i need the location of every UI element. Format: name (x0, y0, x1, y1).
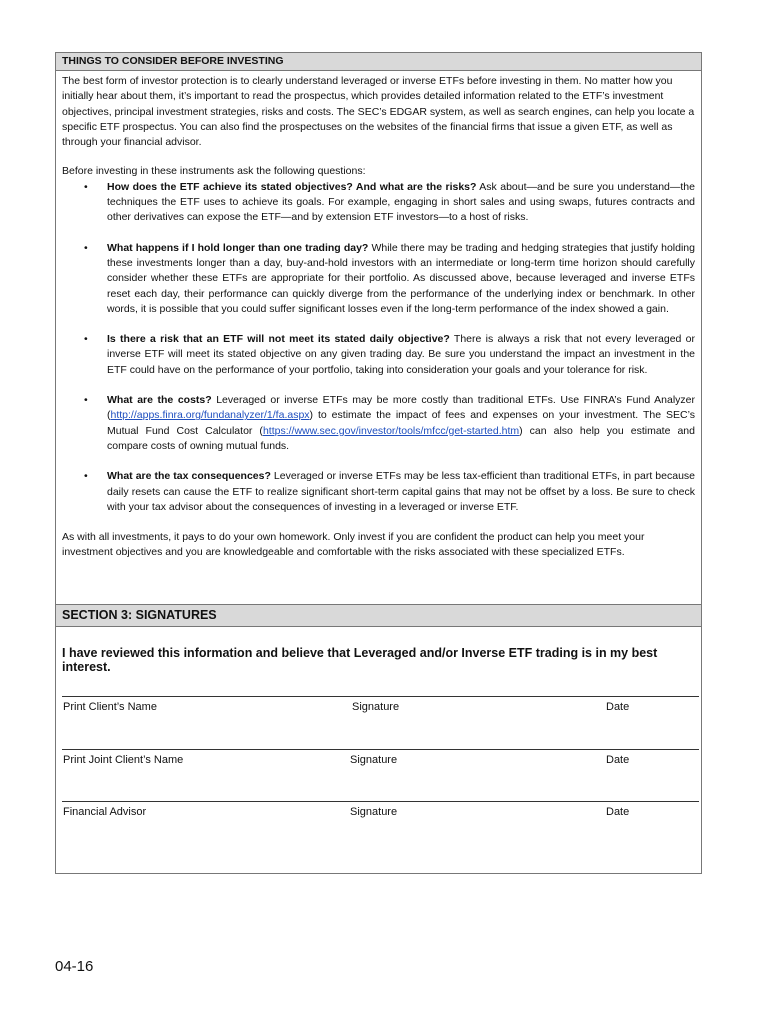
client-signature-line[interactable] (62, 696, 699, 697)
bullet-icon: • (84, 333, 88, 346)
answer-text: While there may be trading and hedging strategies that justify holding these investments longer than a day, buy-and-hold investors with an intermediate or long-term time horizon should carefully consider whether these ETFs are appropriate for their portfolio. As discussed above, because leveraged and inverse ETFs reset each day, their performance can quickly diverge from the performance of the underlying index or benchmark. In other words, it is possible that you could suffer significant losses even if the long-term performance of the index showed a gain. (107, 241, 695, 315)
question-text: How does the ETF achieve its stated objectives? And what are the risks? (107, 180, 477, 193)
signatures-heading: SECTION 3: SIGNATURES (56, 604, 701, 627)
client-date-label: Date (606, 701, 630, 713)
client-name-label: Print Client’s Name (63, 701, 157, 713)
considerations-body (56, 71, 701, 561)
answer-text: Ask about—and be sure you understand—the techniques the ETF uses to achieve its goals. For example, engaging in short sales and using swaps, futures contracts and other derivatives can expose the ETF—and by extension ETF investors—to a host of risks. (107, 180, 695, 224)
answer-text: ) can also help you estimate and compare costs of owning mutual funds. (107, 424, 695, 452)
question-text: What happens if I hold longer than one trading day? (107, 241, 369, 254)
questions-list (62, 180, 695, 515)
intro-paragraph: The best form of investor protection is to clearly understand leveraged or inverse ETFs before investing in them. No matter how you initially hear about them, it’s important to read the prospectus, which provides detailed information related to the ETF’s investment objectives, principal investment strategies, risks and costs. The SEC’s EDGAR system, as well as search engines, can help you locate a specific ETF prospectus. You can also find the prospectuses on the websites of the financial firms that issue a given ETF, as well as through your financial advisor. (62, 75, 695, 149)
client-signature-label: Signature (352, 701, 400, 713)
joint-client-date-label: Date (606, 754, 630, 766)
advisor-signature-label: Signature (350, 806, 398, 818)
answer-text: ) to estimate the impact of fees and expenses on your investment. The SEC’s Mutual Fund Cost Calculator ( (107, 409, 695, 437)
answer-text: Leveraged or inverse ETFs may be more costly than traditional ETFs. Use FINRA’s Fund Analyzer ( (107, 394, 695, 422)
bullet-icon: • (84, 241, 88, 254)
form-code: 04-16 (55, 958, 94, 975)
answer-text: There is always a risk that not every leveraged or inverse ETF will meet its stated objective on any given trading day. Be sure you understand the impact an investment in the ETF could have on the performance of your portfolio, taking into consideration your goals and your tolerance for risk. (107, 333, 695, 376)
joint-client-signature-label: Signature (350, 754, 398, 766)
list-item (62, 180, 695, 226)
considerations-heading: THINGS TO CONSIDER BEFORE INVESTING (56, 53, 701, 71)
closing-paragraph: As with all investments, it pays to do your own homework. Only invest if you are confident the product can help you meet your investment objectives and you are knowledgeable and comfortable with the risks associated with these specialized ETFs. (62, 531, 645, 559)
bullet-icon: • (84, 470, 88, 483)
list-item (62, 332, 695, 378)
question-text: What are the tax consequences? (107, 470, 271, 483)
answer-text: Leveraged or inverse ETFs may be less tax-efficient than traditional ETFs, in part because daily resets can cause the ETF to realize significant short-term capital gains that may not be offset by a loss. Be sure to check with your tax advisor about the consequences of investing in a leveraged or inverse ETF. (107, 470, 695, 513)
bullet-icon: • (84, 180, 88, 193)
question-text: What are the costs? (107, 394, 212, 407)
questions-lead-in: Before investing in these instruments ask the following questions: (62, 165, 366, 178)
advisor-date-label: Date (606, 806, 630, 818)
question-text: Is there a risk that an ETF will not meet its stated daily objective? (107, 333, 450, 346)
list-item (62, 393, 695, 454)
joint-client-name-label: Print Joint Client’s Name (63, 754, 184, 766)
list-item (62, 469, 695, 515)
form-frame (55, 52, 702, 874)
attestation-statement: I have reviewed this information and believe that Leveraged and/or Inverse ETF trading is in my best interest. (62, 646, 658, 674)
list-item (62, 241, 695, 317)
cost-calculator-link[interactable]: https://www.sec.gov/investor/tools/mfcc/get-started.htm (262, 424, 520, 437)
bullet-icon: • (84, 394, 88, 407)
advisor-name-label: Financial Advisor (63, 806, 147, 818)
joint-client-signature-line[interactable] (62, 749, 699, 750)
advisor-signature-line[interactable] (62, 801, 699, 802)
fund-analyzer-link[interactable]: http://apps.finra.org/fundanalyzer/1/fa.aspx (110, 409, 310, 422)
